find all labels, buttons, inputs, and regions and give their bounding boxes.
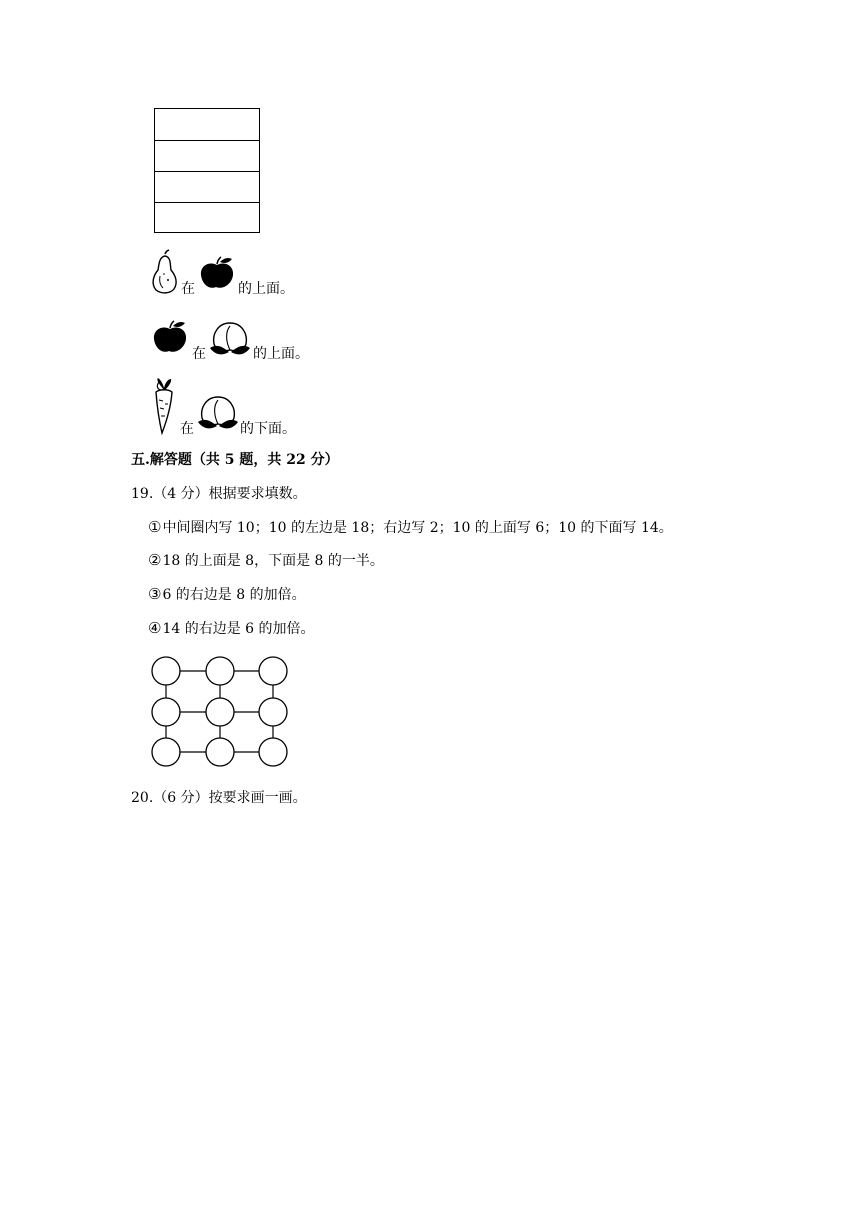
item-text: 6 的右边是 8 的加倍。 [162,587,306,603]
grid-circle-top-right [259,657,287,685]
section-title: 五.解答题（共 5 题，共 22 分） [131,452,339,468]
item-text: 18 的上面是 8，下面是 8 的一半。 [162,553,384,569]
grid-circle-bottom-center [206,738,234,766]
grid-circle-top-left [152,657,180,685]
peach-icon [196,394,240,434]
item-text: 中间圈内写 10；10 的左边是 18；右边写 2；10 的上面写 6；10 的下面写 14。 [162,520,673,536]
statement-2-word-in: 在 [192,346,206,362]
item-text: 14 的右边是 6 的加倍。 [162,621,315,637]
item-marker: ③ [148,585,162,603]
grid-circle-middle-right [259,698,287,726]
statement-3-tail: 的下面。 [240,421,296,437]
statement-1-word-in: 在 [181,281,195,297]
item-marker: ② [148,551,162,569]
grid-circle-middle-left [152,698,180,726]
statement-2-tail: 的上面。 [253,346,309,362]
q19-item-2 [148,551,384,570]
statement-1-tail: 的上面。 [238,281,294,297]
statement-3-word-in: 在 [180,421,194,437]
q19-item-1 [148,518,673,537]
item-marker: ④ [148,619,162,637]
grid-circle-bottom-right [259,738,287,766]
carrot-icon [150,378,178,434]
apple-icon [199,256,235,290]
shelf-box [154,108,260,233]
shelf-divider [155,140,259,141]
grid-circle-top-center [206,657,234,685]
item-marker: ① [148,518,162,536]
pear-icon [150,250,180,294]
shelf-divider [155,171,259,172]
apple-icon [152,320,188,354]
peach-icon [208,320,252,360]
question-19-title: 19.（4 分）根据要求填数。 [131,486,307,502]
grid-circle-center [206,698,234,726]
q19-item-4 [148,619,315,638]
circle-grid [150,656,290,770]
shelf-divider [155,202,259,203]
question-20-title: 20.（6 分）按要求画一画。 [131,790,307,806]
grid-circle-bottom-left [152,738,180,766]
q19-item-3 [148,585,306,604]
